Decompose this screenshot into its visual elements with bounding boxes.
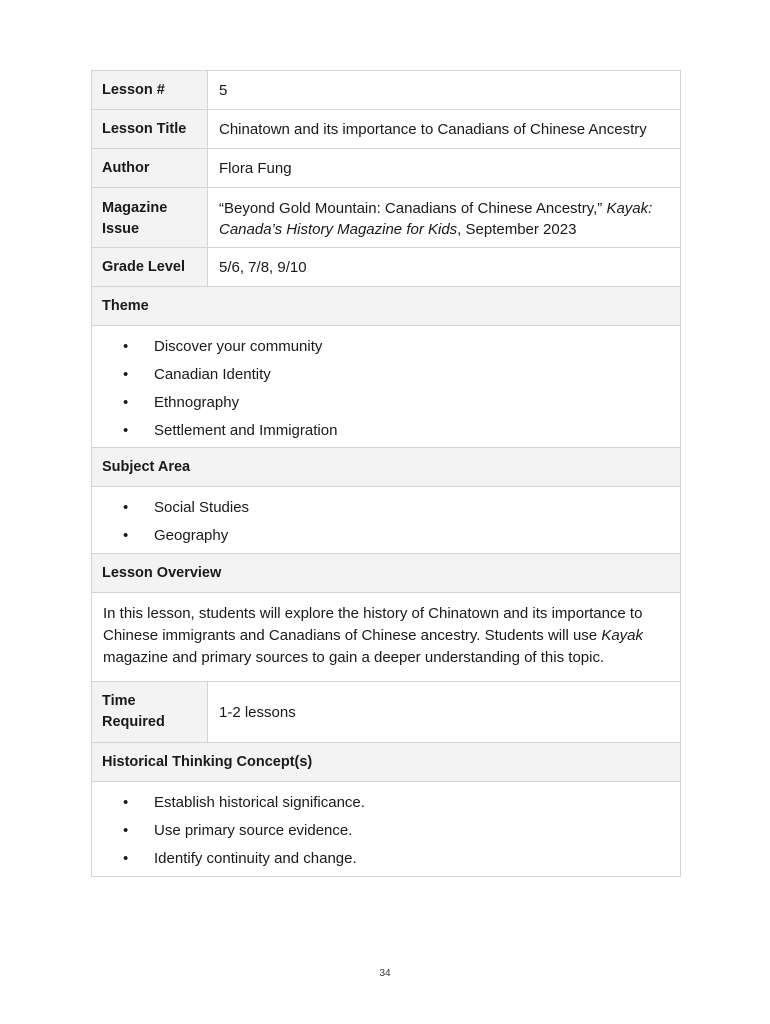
list-item [123, 497, 680, 525]
lesson-overview-text [92, 593, 680, 682]
time-required-label-line2: Required [102, 714, 165, 730]
subject-item-text: Social Studies [154, 499, 250, 516]
grade-level-label: Grade Level [92, 248, 208, 286]
magazine-issue-label-line1: Magazine [102, 200, 168, 216]
author-value: Flora Fung [219, 159, 292, 177]
overview-italic: Kayak [601, 627, 644, 644]
magazine-issue-date: , September 2023 [457, 221, 577, 238]
bullet-icon: • [123, 422, 129, 439]
lesson-number-value: 5 [219, 81, 228, 99]
bullet-icon: • [123, 850, 129, 867]
lesson-number-row [92, 71, 680, 110]
list-item [123, 525, 680, 553]
magazine-issue-value [208, 188, 680, 247]
list-item [123, 364, 680, 392]
magazine-issue-label-line2: Issue [102, 221, 140, 237]
bullet-icon: • [123, 338, 129, 355]
lesson-number-label: Lesson # [92, 71, 208, 109]
time-required-value: 1-2 lessons [219, 703, 296, 721]
list-item [123, 336, 680, 364]
concept-item-text: Use primary source evidence. [154, 822, 353, 839]
historical-thinking-list-section [92, 782, 680, 876]
bullet-icon: • [123, 822, 129, 839]
bullet-icon: • [123, 499, 129, 516]
list-item [123, 392, 680, 420]
author-row [92, 149, 680, 188]
lesson-title-value: Chinatown and its importance to Canadians of Chinese Ancestry [219, 120, 647, 138]
theme-item-text: Discover your community [154, 338, 323, 355]
lesson-plan-table [91, 70, 681, 877]
subject-item-text: Geography [154, 527, 229, 544]
page-number: 34 [379, 968, 391, 979]
theme-heading: Theme [92, 287, 680, 326]
lesson-title-row [92, 110, 680, 149]
overview-text-after: magazine and primary sources to gain a deeper understanding of this topic. [103, 649, 605, 666]
subject-area-heading: Subject Area [92, 448, 680, 487]
overview-text-before: In this lesson, students will explore the history of Chinatown and its importance to Chinese immigrants and Canadians of Chinese ancestry. Students will use [103, 605, 643, 644]
list-item [123, 848, 680, 876]
grade-level-value: 5/6, 7/8, 9/10 [219, 258, 307, 276]
bullet-icon: • [123, 366, 129, 383]
bullet-icon: • [123, 794, 129, 811]
bullet-icon: • [123, 394, 129, 411]
theme-list [92, 336, 680, 448]
lesson-title-label: Lesson Title [92, 110, 208, 148]
magazine-issue-text: “Beyond Gold Mountain: Canadians of Chinese Ancestry,” [219, 200, 607, 217]
theme-item-text: Ethnography [154, 394, 240, 411]
magazine-issue-label [92, 188, 208, 247]
subject-area-list [92, 497, 680, 553]
concept-item-text: Identify continuity and change. [154, 850, 357, 867]
list-item [123, 820, 680, 848]
historical-thinking-list [92, 792, 680, 876]
grade-level-row [92, 248, 680, 287]
theme-item-text: Settlement and Immigration [154, 422, 338, 439]
historical-thinking-heading: Historical Thinking Concept(s) [92, 743, 680, 782]
magazine-title-italic: Kayak: Canada’s History Magazine for Kids [219, 200, 653, 238]
time-required-row [92, 682, 680, 743]
theme-list-section [92, 326, 680, 448]
list-item [123, 420, 680, 448]
time-required-label-line1: Time [102, 693, 136, 709]
concept-item-text: Establish historical significance. [154, 794, 365, 811]
magazine-issue-row [92, 188, 680, 248]
time-required-label [92, 682, 208, 742]
subject-area-list-section [92, 487, 680, 554]
author-label: Author [92, 149, 208, 187]
list-item [123, 792, 680, 820]
theme-item-text: Canadian Identity [154, 366, 271, 383]
bullet-icon: • [123, 527, 129, 544]
lesson-overview-heading: Lesson Overview [92, 554, 680, 593]
